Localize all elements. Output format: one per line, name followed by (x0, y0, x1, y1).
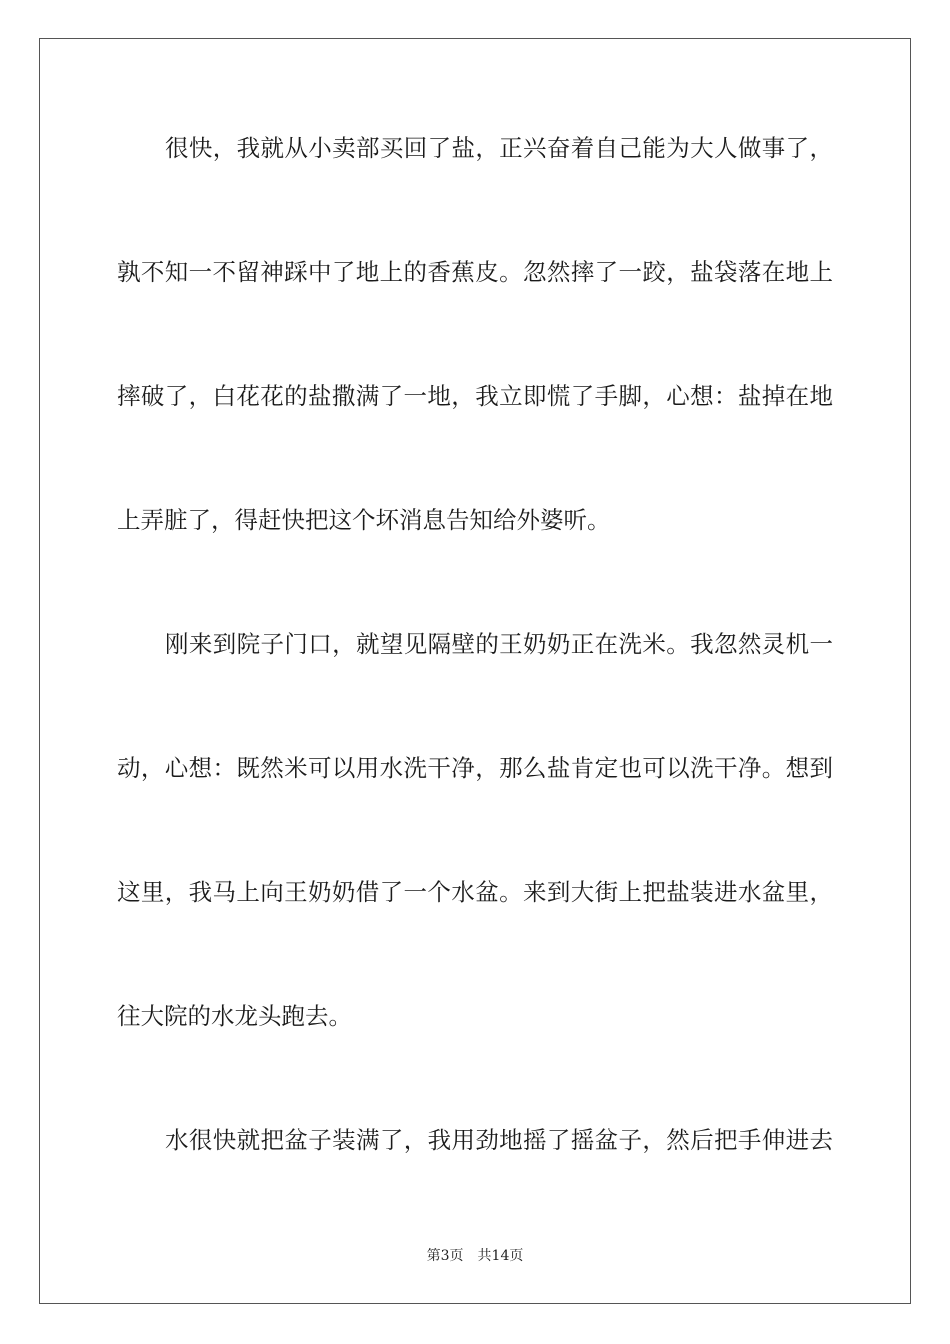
text-line: 动，心想：既然米可以用水洗干净，那么盐肯定也可以洗干净。想到 (117, 754, 833, 782)
page-footer (0, 1246, 950, 1266)
text-line: 摔破了，白花花的盐撒满了一地，我立即慌了手脚，心想：盐掉在地 (117, 382, 833, 410)
text-line: 往大院的水龙头跑去。 (117, 1002, 352, 1030)
page-number: 第3页 (426, 1248, 464, 1264)
text-line: 很快，我就从小卖部买回了盐，正兴奋着自己能为大人做事了， (165, 134, 833, 162)
text-line: 上弄脏了，得赶快把这个坏消息告知给外婆听。 (117, 506, 611, 534)
text-line: 孰不知一不留神踩中了地上的香蕉皮。忽然摔了一跤，盐袋落在地上 (117, 258, 833, 286)
text-line: 这里，我马上向王奶奶借了一个水盆。来到大街上把盐装进水盆里， (117, 878, 833, 906)
text-line: 刚来到院子门口，就望见隔壁的王奶奶正在洗米。我忽然灵机一 (165, 630, 833, 658)
page-total: 共14页 (477, 1248, 524, 1264)
page-border (39, 38, 911, 1304)
text-line: 水很快就把盆子装满了，我用劲地摇了摇盆子，然后把手伸进去 (165, 1126, 833, 1154)
